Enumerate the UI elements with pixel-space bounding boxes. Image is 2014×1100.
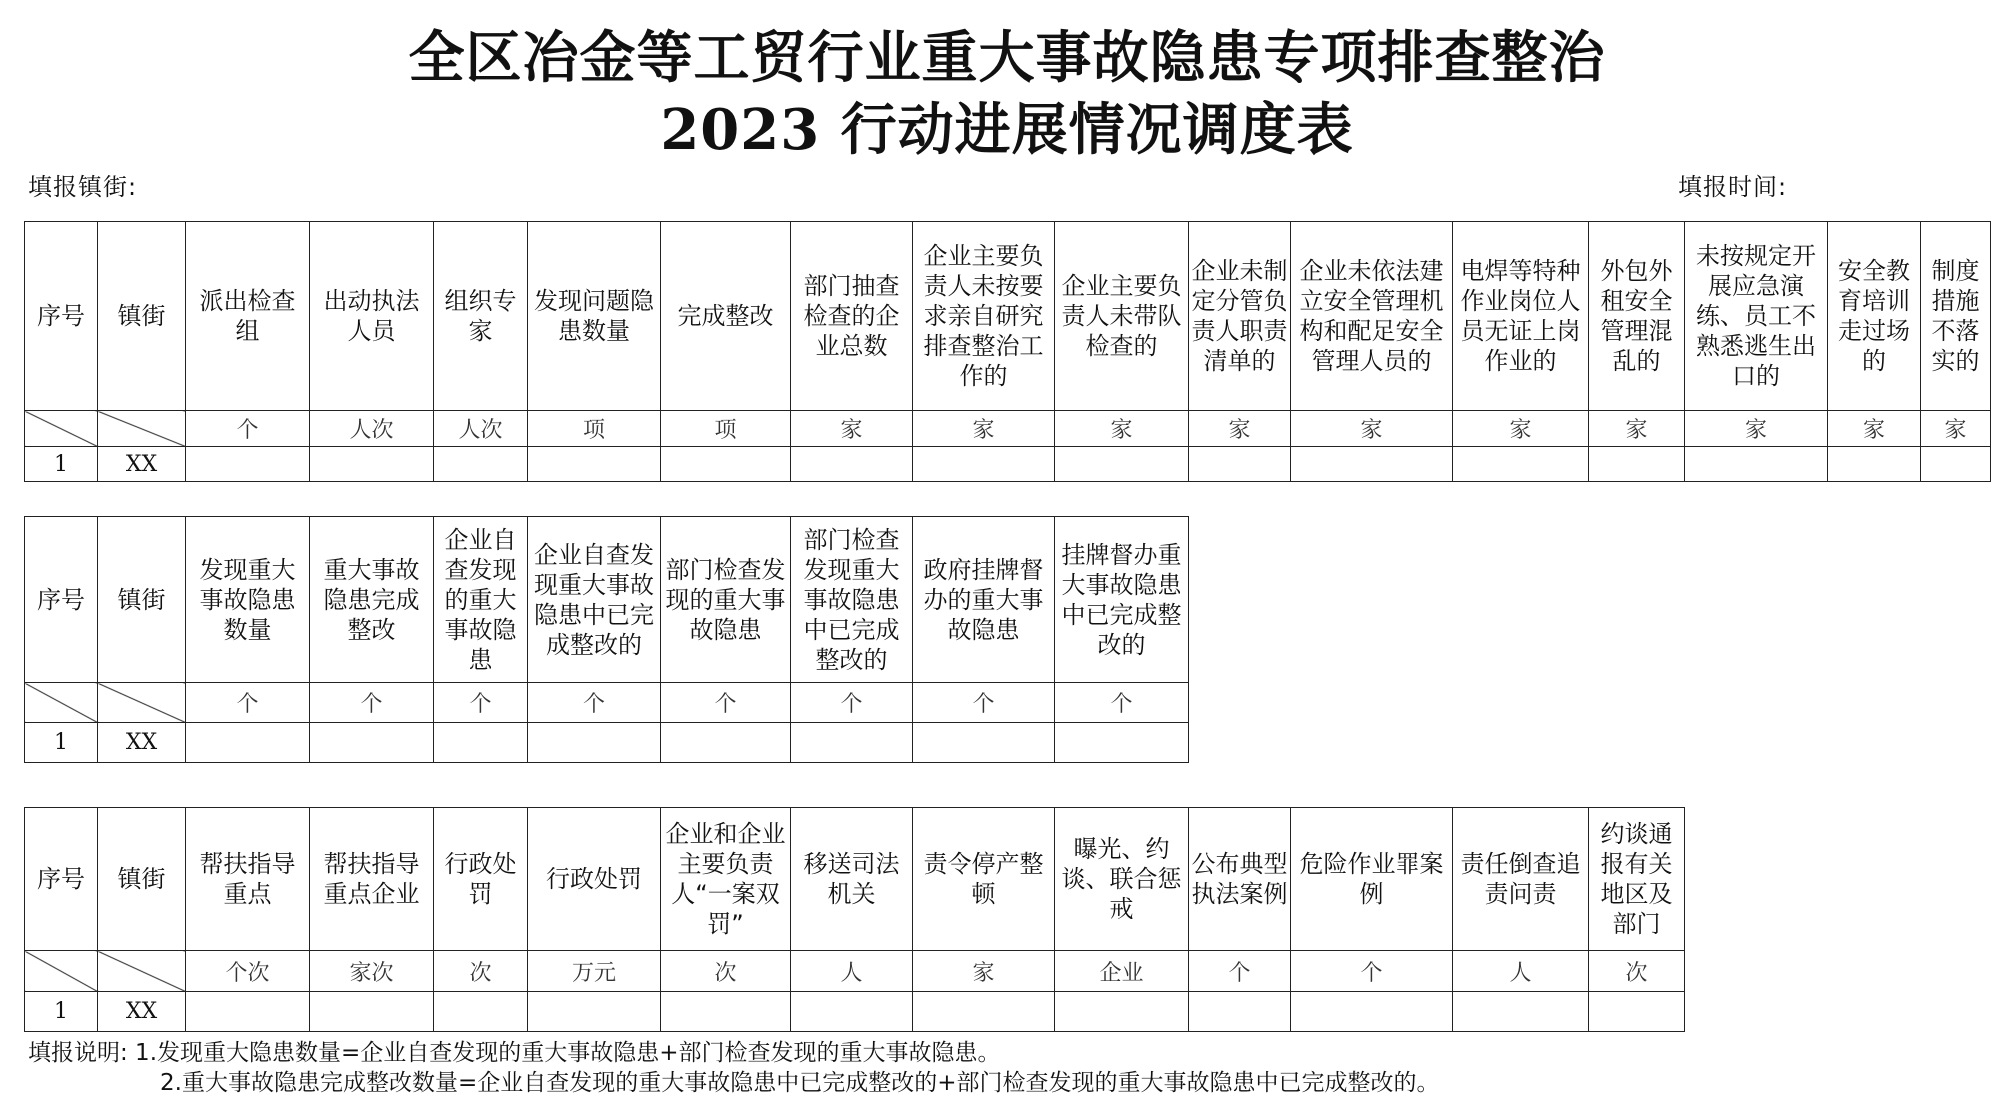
unit-cell: 个 bbox=[1055, 683, 1189, 723]
data-cell bbox=[1589, 447, 1685, 482]
data-cell bbox=[434, 723, 528, 763]
title-line-1: 全区冶金等工贸行业重大事故隐患专项排查整治 bbox=[408, 25, 1606, 91]
data-cell bbox=[913, 992, 1055, 1032]
fill-note-1: 填报说明: 1.发现重大隐患数量=企业自查发现的重大事故隐患+部门检查发现的重大事故隐患。 bbox=[28, 1040, 1001, 1066]
major-hazard-data-row bbox=[25, 723, 1189, 763]
progress-unit-row bbox=[25, 411, 1991, 447]
data-cell bbox=[661, 992, 791, 1032]
unit-cell: 次 bbox=[1589, 951, 1685, 992]
unit-cell: 人次 bbox=[434, 411, 528, 447]
column-header: 序号 bbox=[25, 517, 98, 683]
data-cell bbox=[1189, 992, 1291, 1032]
row-number-cell: 1 bbox=[25, 723, 98, 763]
unit-cell: 家 bbox=[1291, 411, 1453, 447]
column-header: 部门抽查检查的企业总数 bbox=[791, 222, 913, 411]
column-header: 挂牌督办重大事故隐患中已完成整改的 bbox=[1055, 517, 1189, 683]
unit-cell: 个 bbox=[1291, 951, 1453, 992]
column-header: 未按规定开展应急演练、员工不熟悉逃生出口的 bbox=[1685, 222, 1828, 411]
unit-cell: 个 bbox=[791, 683, 913, 723]
unit-cell: 个 bbox=[186, 411, 310, 447]
data-cell bbox=[528, 992, 661, 1032]
major-hazard-table bbox=[24, 516, 1189, 763]
data-cell bbox=[1828, 447, 1921, 482]
data-cell bbox=[1589, 992, 1685, 1032]
unit-cell: 家 bbox=[1189, 411, 1291, 447]
data-cell bbox=[310, 723, 434, 763]
unit-cell: 项 bbox=[661, 411, 791, 447]
data-cell bbox=[791, 447, 913, 482]
unit-cell: 个 bbox=[661, 683, 791, 723]
unit-cell: 家 bbox=[1589, 411, 1685, 447]
enforcement-data-row bbox=[25, 992, 1685, 1032]
enforcement-unit-row bbox=[25, 951, 1685, 992]
data-cell bbox=[310, 447, 434, 482]
data-cell bbox=[310, 992, 434, 1032]
column-header: 发现重大事故隐患数量 bbox=[186, 517, 310, 683]
column-header: 公布典型执法案例 bbox=[1189, 808, 1291, 951]
column-header: 帮扶指导重点企业 bbox=[310, 808, 434, 951]
data-cell bbox=[913, 723, 1055, 763]
unit-cell: 项 bbox=[528, 411, 661, 447]
column-header: 责任倒查追责问责 bbox=[1453, 808, 1589, 951]
column-header: 企业未依法建立安全管理机构和配足安全管理人员的 bbox=[1291, 222, 1453, 411]
unit-cell: 家 bbox=[913, 411, 1055, 447]
unit-cell: 家 bbox=[1685, 411, 1828, 447]
column-header: 帮扶指导重点 bbox=[186, 808, 310, 951]
data-cell bbox=[1055, 723, 1189, 763]
data-cell bbox=[913, 447, 1055, 482]
column-header: 序号 bbox=[25, 222, 98, 411]
column-header: 组织专家 bbox=[434, 222, 528, 411]
diagonal-cell bbox=[25, 683, 98, 723]
column-header: 发现问题隐患数量 bbox=[528, 222, 661, 411]
unit-cell: 万元 bbox=[528, 951, 661, 992]
unit-cell: 个 bbox=[1189, 951, 1291, 992]
diagonal-cell bbox=[98, 951, 186, 992]
data-cell bbox=[186, 992, 310, 1032]
data-cell bbox=[1685, 447, 1828, 482]
progress-header-row bbox=[25, 222, 1991, 411]
row-number-cell: 1 bbox=[25, 447, 98, 482]
progress-table bbox=[24, 221, 1991, 482]
column-header: 企业自查发现的重大事故隐患 bbox=[434, 517, 528, 683]
column-header: 制度措施不落实的 bbox=[1921, 222, 1991, 411]
column-header: 出动执法人员 bbox=[310, 222, 434, 411]
column-header: 行政处罚 bbox=[528, 808, 661, 951]
column-header: 曝光、约谈、联合惩戒 bbox=[1055, 808, 1189, 951]
column-header: 政府挂牌督办的重大事故隐患 bbox=[913, 517, 1055, 683]
progress-data-row bbox=[25, 447, 1991, 482]
unit-cell: 个 bbox=[186, 683, 310, 723]
diagonal-cell bbox=[25, 411, 98, 447]
column-header: 部门检查发现重大事故隐患中已完成整改的 bbox=[791, 517, 913, 683]
unit-cell: 企业 bbox=[1055, 951, 1189, 992]
data-cell bbox=[791, 992, 913, 1032]
row-number-cell: 1 bbox=[25, 992, 98, 1032]
column-header: 危险作业罪案例 bbox=[1291, 808, 1453, 951]
column-header: 企业主要负责人未带队检查的 bbox=[1055, 222, 1189, 411]
diagonal-cell bbox=[25, 951, 98, 992]
column-header: 镇街 bbox=[98, 808, 186, 951]
column-header: 企业自查发现重大事故隐患中已完成整改的 bbox=[528, 517, 661, 683]
unit-cell: 家 bbox=[1828, 411, 1921, 447]
column-header: 企业未制定分管负责人职责清单的 bbox=[1189, 222, 1291, 411]
data-cell bbox=[434, 447, 528, 482]
column-header: 约谈通报有关地区及部门 bbox=[1589, 808, 1685, 951]
unit-cell: 家 bbox=[1453, 411, 1589, 447]
enforcement-header-row bbox=[25, 808, 1685, 951]
diagonal-cell bbox=[98, 683, 186, 723]
column-header: 部门检查发现的重大事故隐患 bbox=[661, 517, 791, 683]
column-header: 镇街 bbox=[98, 222, 186, 411]
unit-cell: 次 bbox=[661, 951, 791, 992]
fill-note-2: 2.重大事故隐患完成整改数量=企业自查发现的重大事故隐患中已完成整改的+部门检查发现的重大事故隐患中已完成整改的。 bbox=[160, 1070, 1440, 1096]
unit-cell: 家次 bbox=[310, 951, 434, 992]
unit-cell: 次 bbox=[434, 951, 528, 992]
column-header: 行政处罚 bbox=[434, 808, 528, 951]
data-cell bbox=[1291, 447, 1453, 482]
data-cell bbox=[1055, 992, 1189, 1032]
data-cell bbox=[186, 447, 310, 482]
town-label: 填报镇街: bbox=[28, 173, 138, 201]
unit-cell: 人次 bbox=[310, 411, 434, 447]
data-cell bbox=[186, 723, 310, 763]
unit-cell: 个 bbox=[434, 683, 528, 723]
unit-cell: 家 bbox=[1921, 411, 1991, 447]
data-cell bbox=[661, 723, 791, 763]
town-cell: XX bbox=[98, 723, 186, 763]
town-cell: XX bbox=[98, 992, 186, 1032]
data-cell bbox=[661, 447, 791, 482]
unit-cell: 家 bbox=[791, 411, 913, 447]
data-cell bbox=[528, 447, 661, 482]
major-hazard-unit-row bbox=[25, 683, 1189, 723]
unit-cell: 个次 bbox=[186, 951, 310, 992]
data-cell bbox=[1453, 447, 1589, 482]
data-cell bbox=[434, 992, 528, 1032]
column-header: 外包外租安全管理混乱的 bbox=[1589, 222, 1685, 411]
diagonal-cell bbox=[98, 411, 186, 447]
column-header: 完成整改 bbox=[661, 222, 791, 411]
unit-cell: 人 bbox=[791, 951, 913, 992]
column-header: 重大事故隐患完成整改 bbox=[310, 517, 434, 683]
town-cell: XX bbox=[98, 447, 186, 482]
data-cell bbox=[1055, 447, 1189, 482]
enforcement-table bbox=[24, 807, 1685, 1032]
title-line-2: 2023 行动进展情况调度表 bbox=[660, 97, 1354, 163]
data-cell bbox=[1453, 992, 1589, 1032]
unit-cell: 个 bbox=[913, 683, 1055, 723]
data-cell bbox=[1921, 447, 1991, 482]
column-header: 责令停产整顿 bbox=[913, 808, 1055, 951]
column-header: 企业主要负责人未按要求亲自研究排查整治工作的 bbox=[913, 222, 1055, 411]
unit-cell: 个 bbox=[528, 683, 661, 723]
column-header: 安全教育培训走过场的 bbox=[1828, 222, 1921, 411]
unit-cell: 家 bbox=[1055, 411, 1189, 447]
data-cell bbox=[528, 723, 661, 763]
unit-cell: 个 bbox=[310, 683, 434, 723]
data-cell bbox=[1189, 447, 1291, 482]
major-hazard-header-row bbox=[25, 517, 1189, 683]
column-header: 企业和企业主要负责人“一案双罚” bbox=[661, 808, 791, 951]
unit-cell: 家 bbox=[913, 951, 1055, 992]
time-label: 填报时间: bbox=[1678, 173, 1788, 201]
unit-cell: 人 bbox=[1453, 951, 1589, 992]
column-header: 序号 bbox=[25, 808, 98, 951]
column-header: 移送司法机关 bbox=[791, 808, 913, 951]
column-header: 镇街 bbox=[98, 517, 186, 683]
data-cell bbox=[791, 723, 913, 763]
column-header: 派出检查组 bbox=[186, 222, 310, 411]
column-header: 电焊等特种作业岗位人员无证上岗作业的 bbox=[1453, 222, 1589, 411]
data-cell bbox=[1291, 992, 1453, 1032]
